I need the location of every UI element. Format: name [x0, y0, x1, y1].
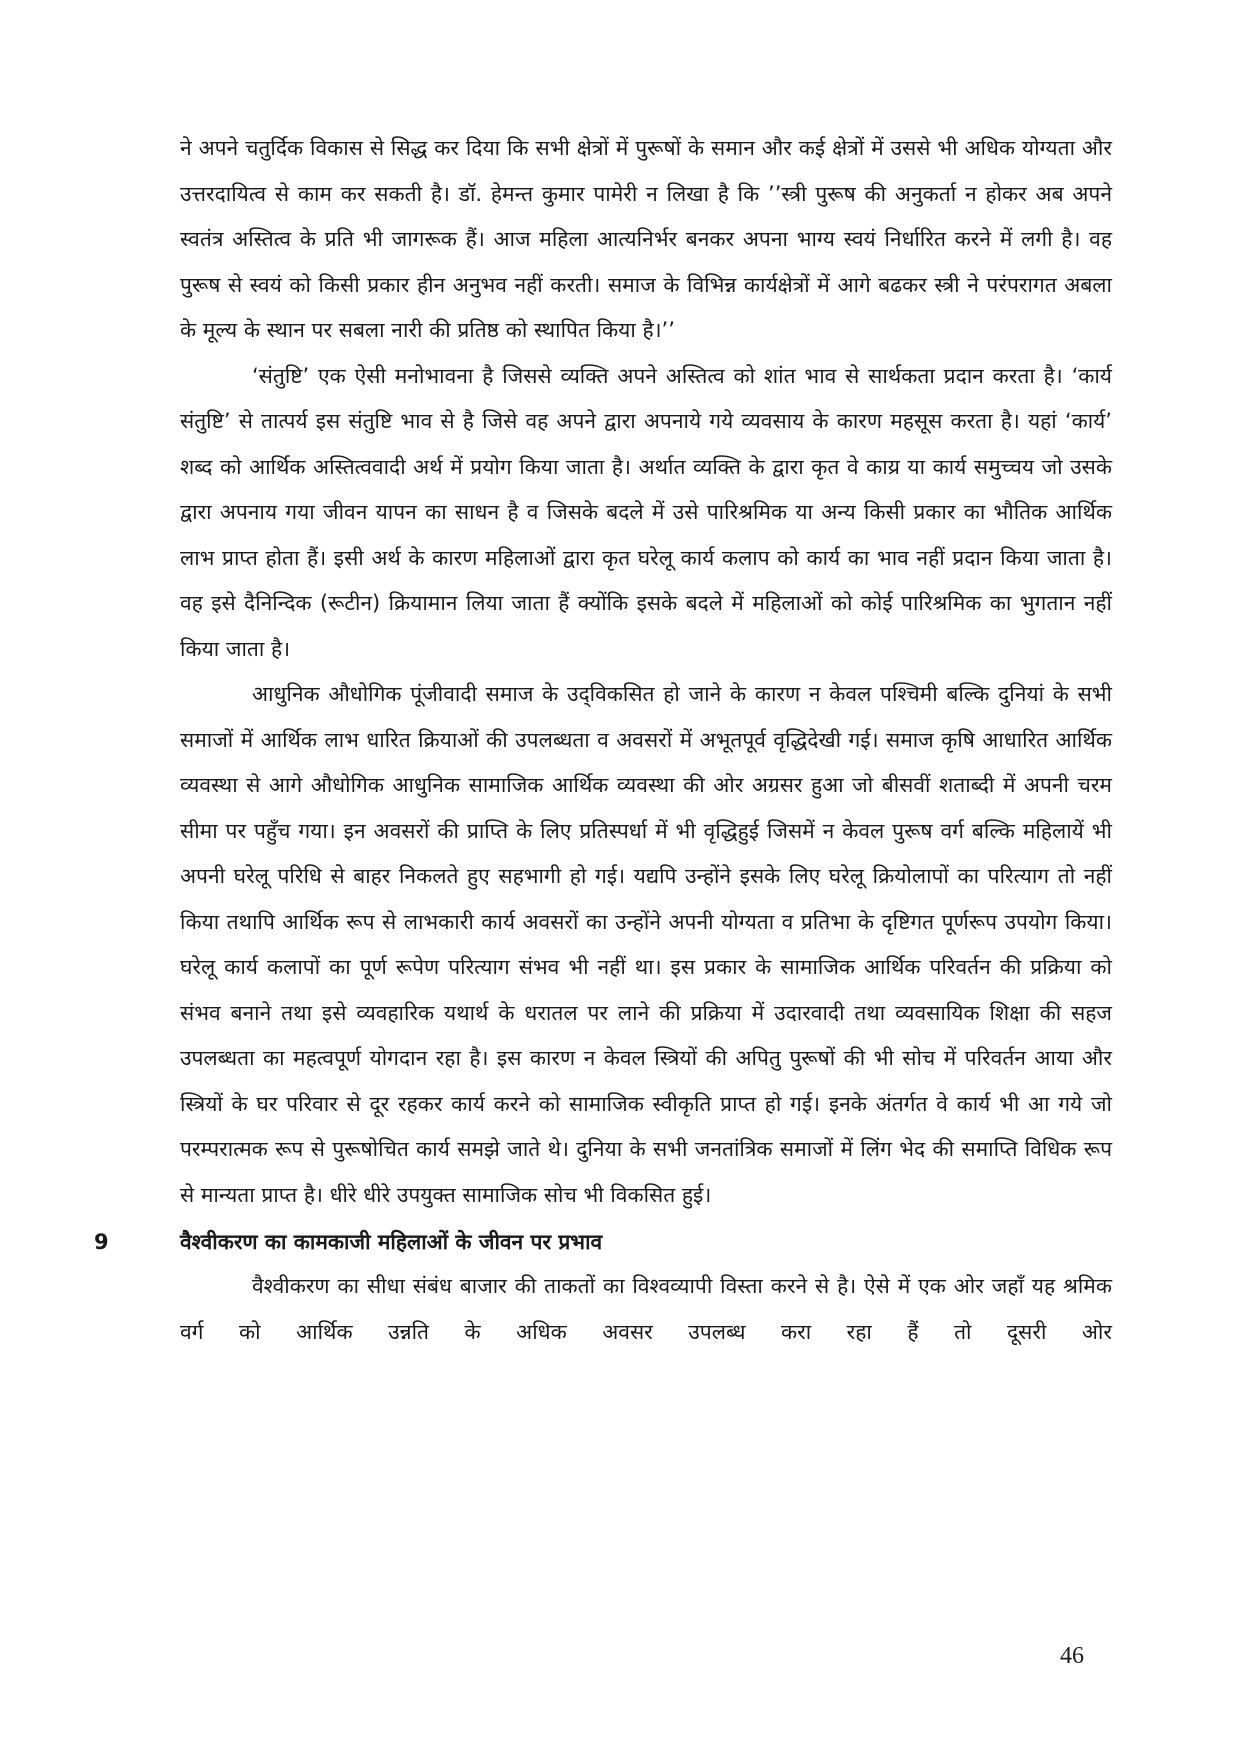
paragraph-3: आधुनिक औधोगिक पूंजीवादी समाज के उद्‌विकसित हो जाने के कारण न केवल पश्चिमी बल्कि दुनियां के सभी समाजों में आर्थिक लाभ धारित क्रियाओं की उपलब्धता व अवसरों में अभूतपूर्व वृद्धिदेखी गई। समाज कृषि आधारित आर्थिक व्यवस्था से आगे औधोगिक आधुनिक सामाजिक आर्थिक व्यवस्था की ओर अग्रसर हुआ जो बीसवीं शताब्दी में अपनी चरम सीमा पर पहुँच गया। इन अवसरों की प्राप्ति के लिए प्रतिस्पर्धा में भी वृद्धिहुई जिसमें न केवल पुरूष वर्ग बल्कि महिलायें भी अपनी घरेलू परिधि से बाहर निकलते हुए सहभागी हो गई। यद्यपि उन्होंने इसके लिए घरेलू क्रियोलापों का परित्याग तो नहीं किया तथापि आर्थिक रूप से लाभकारी कार्य अवसरों का उन्होंने अपनी योग्यता व प्रतिभा के दृष्टिगत पूर्णरूप उपयोग किया। घरेलू कार्य कलापों का पूर्ण रूपेण परित्याग संभव भी नहीं था। इस प्रकार के सामाजिक आर्थिक परिवर्तन की प्रक्रिया को संभव बनाने तथा इसे व्यवहारिक यथार्थ के धरातल पर लाने की प्रक्रिया में उदारवादी तथा व्यवसायिक शिक्षा की सहज उपलब्धता का महत्वपूर्ण योगदान रहा है। इस कारण न केवल स्त्रियों की अपितु पुरूषों की भी सोच में परिवर्तन आया और स्त्रियों के घर परिवार से दूर रहकर कार्य करने को सामाजिक स्वीकृति प्राप्त हो गई। इनके अंतर्गत वे कार्य भी आ गये जो परम्परात्मक रूप से पुरूषोचित कार्य समझे जाते थे। दुनिया के सभी जनतांत्रिक समाजों में लिंग भेद की समाप्ति विधिक रूप से मान्यता प्राप्त है। धीरे धीरे उपयुक्त सामाजिक सोच भी विकसित हुई। [180, 682, 1112, 1207]
section-number: 9 [94, 1230, 109, 1254]
page-number: 46 [1060, 1643, 1084, 1669]
section-heading [94, 1220, 1112, 1264]
paragraph-2: ‘संतुष्टि’ एक ऐसी मनोभावना है जिससे व्यक्ति अपने अस्तित्व को शांत भाव से सार्थकता प्रदान करता है। ‘कार्य संतुष्टि’ से तात्पर्य इस संतुष्टि भाव से है जिसे वह अपने द्वारा अपनाये गये व्यवसाय के कारण महसूस करता है। यहां ‘कार्य’ शब्द को आर्थिक अस्तित्ववादी अर्थ में प्रयोग किया जाता है। अर्थात व्यक्ति के द्वारा कृत वे काय्र या कार्य समुच्चय जो उसके द्वारा अपनाय गया जीवन यापन का साधन है व जिसके बदले में उसे पारिश्रमिक या अन्य किसी प्रकार का भौतिक आर्थिक लाभ प्राप्त होता हैं। इसी अर्थ के कारण महिलाओं द्वारा कृत घरेलू कार्य कलाप को कार्य का भाव नहीं प्रदान किया जाता है। वह इसे दैनिन्दिक (रूटीन) क्रियामान लिया जाता हैं क्योंकि इसके बदले में महिलाओं को कोई पारिश्रमिक का भुगतान नहीं किया जाता है। [180, 363, 1112, 661]
document-page [94, 126, 1112, 1355]
paragraph-1: ने अपने चतुर्दिक विकास से सिद्ध कर दिया कि सभी क्षेत्रों में पुरूषों के समान और कई क्षेत्रों में उससे भी अधिक योग्यता और उत्तरदायित्व से काम कर सकती है। डॉ. हेमन्त कुमार पामेरी न लिखा है कि ’’स्त्री पुरूष की अनुकर्ता न होकर अब अपने स्वतंत्र अस्तित्व के प्रति भी जागरूक हैं। आज महिला आत्यनिर्भर बनकर अपना भाग्य स्वयं निर्धारित करने में लगी है। वह पुरूष से स्वयं को किसी प्रकार हीन अनुभव नहीं करती। समाज के विभिन्न कार्यक्षेत्रों में आगे बढकर स्त्री ने परंपरागत अबला के मूल्य के स्थान पर सबला नारी की प्रतिष्ठ को स्थापित किया है।’’ [180, 136, 1112, 342]
section-paragraph: वैश्वीकरण का सीधा संबंध बाजार की ताकतों का विश्वव्यापी विस्ता करने से है। ऐसे में एक ओर जहॉं यह श्रमिक वर्ग को आर्थिक उन्नति के अधिक अवसर उपलब्ध करा रहा हैं तो दूसरी ओर [180, 1274, 1112, 1344]
section-title: वैश्वीकरण का कामकाजी महिलाओं के जीवन पर प्रभाव [180, 1230, 603, 1254]
